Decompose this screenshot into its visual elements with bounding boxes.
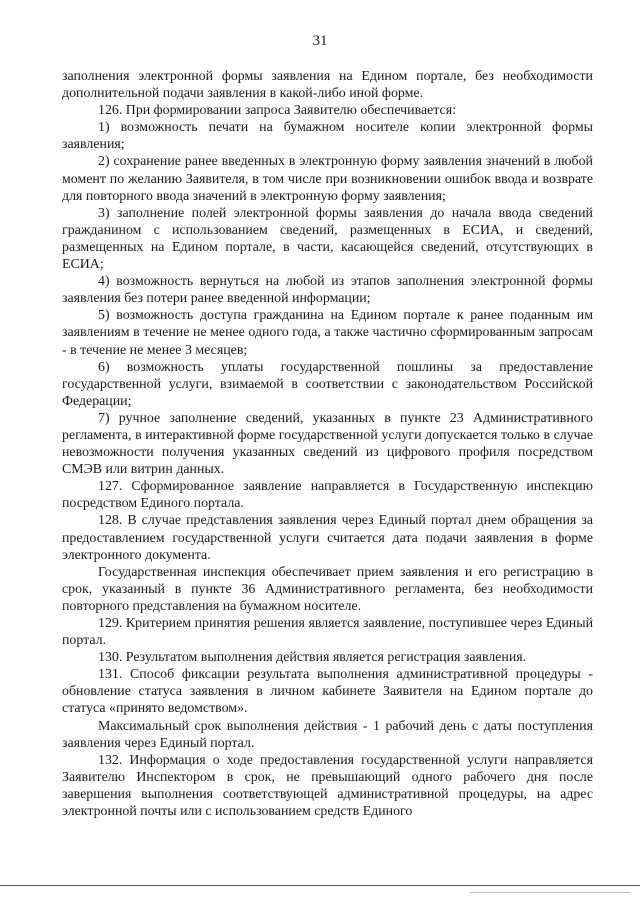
paragraph-126-item-1: 1) возможность печати на бумажном носителе копии электронной формы заявления; [62,120,593,153]
paragraph-131-deadline: Максимальный срок выполнения действия - 1 рабочий день с даты поступления заявления через Единый портал. [62,718,593,751]
paragraph-126-item-7: 7) ручное заполнение сведений, указанных в пункте 23 Административного регламента, в интерактивной форме государственной услуги допускается только в случае невозможности получения указанных сведений из цифрового профиля посредством СМЭВ или витрин данных. [62,410,593,478]
document-body [62,68,593,820]
paragraph-127: 127. Сформированное заявление направляется в Государственную инспекцию посредством Единого портала. [62,479,593,512]
scan-edge-line [0,885,640,886]
paragraph-126-item-4: 4) возможность вернуться на любой из этапов заполнения электронной формы заявления без потери ранее введенной информации; [62,274,593,307]
paragraph-continuation: заполнения электронной формы заявления на Едином портале, без необходимости дополнительной подачи заявления в какой-либо иной форме. [62,69,593,102]
page-number: 31 [312,33,328,49]
paragraph-129: 129. Критерием принятия решения является заявление, поступившее через Единый портал. [62,616,593,649]
paragraph-126-item-5: 5) возможность доступа гражданина на Едином портале к ранее поданным им заявлениям в течение не менее одного года, а также частично сформированным запросам - в течение не менее 3 месяцев; [62,308,593,358]
paragraph-126: 126. При формировании запроса Заявителю обеспечивается: [98,103,456,119]
paragraph-126-item-2: 2) сохранение ранее введенных в электронную форму заявления значений в любой момент по желанию Заявителя, в том числе при возникновении ошибок ввода и возврате для повторного ввода значений в электронную форму заявления; [62,154,593,204]
paragraph-128: 128. В случае представления заявления через Единый портал днем обращения за предоставлением государственной услуги считается дата подачи заявления в форме электронного документа. [62,513,593,563]
paragraph-126-item-3: 3) заполнение полей электронной формы заявления до начала ввода сведений гражданином с использованием сведений, размещенных в ЕСИА, и сведений, размещенных на Едином портале, в части, касающейся сведений, отсутствующих в ЕСИА; [62,205,593,273]
paragraph-126-item-6: 6) возможность уплаты государственной пошлины за предоставление государственной услуги, взимаемой в соответствии с законодательством Российской Федерации; [62,359,593,409]
paragraph-130: 130. Результатом выполнения действия является регистрация заявления. [98,650,527,666]
paragraph-128-registration: Государственная инспекция обеспечивает прием заявления и его регистрацию в срок, указанный в пункте 36 Административного регламента, без необходимости повторного представления на бумажном носителе. [62,564,593,614]
paragraph-132: 132. Информация о ходе предоставления государственной услуги направляется Заявителю Инспектором в срок, не превышающий одного рабочего дня после завершения выполнения соответствующей административной процедуры, на адрес электронной почты или с использованием средств Единого [62,752,593,820]
scan-edge-line-secondary [470,892,630,893]
paragraph-131: 131. Способ фиксации результата выполнения административной процедуры - обновление статуса заявления в личном кабинете Заявителя на Едином портале до статуса «принято ведомством». [62,667,593,717]
